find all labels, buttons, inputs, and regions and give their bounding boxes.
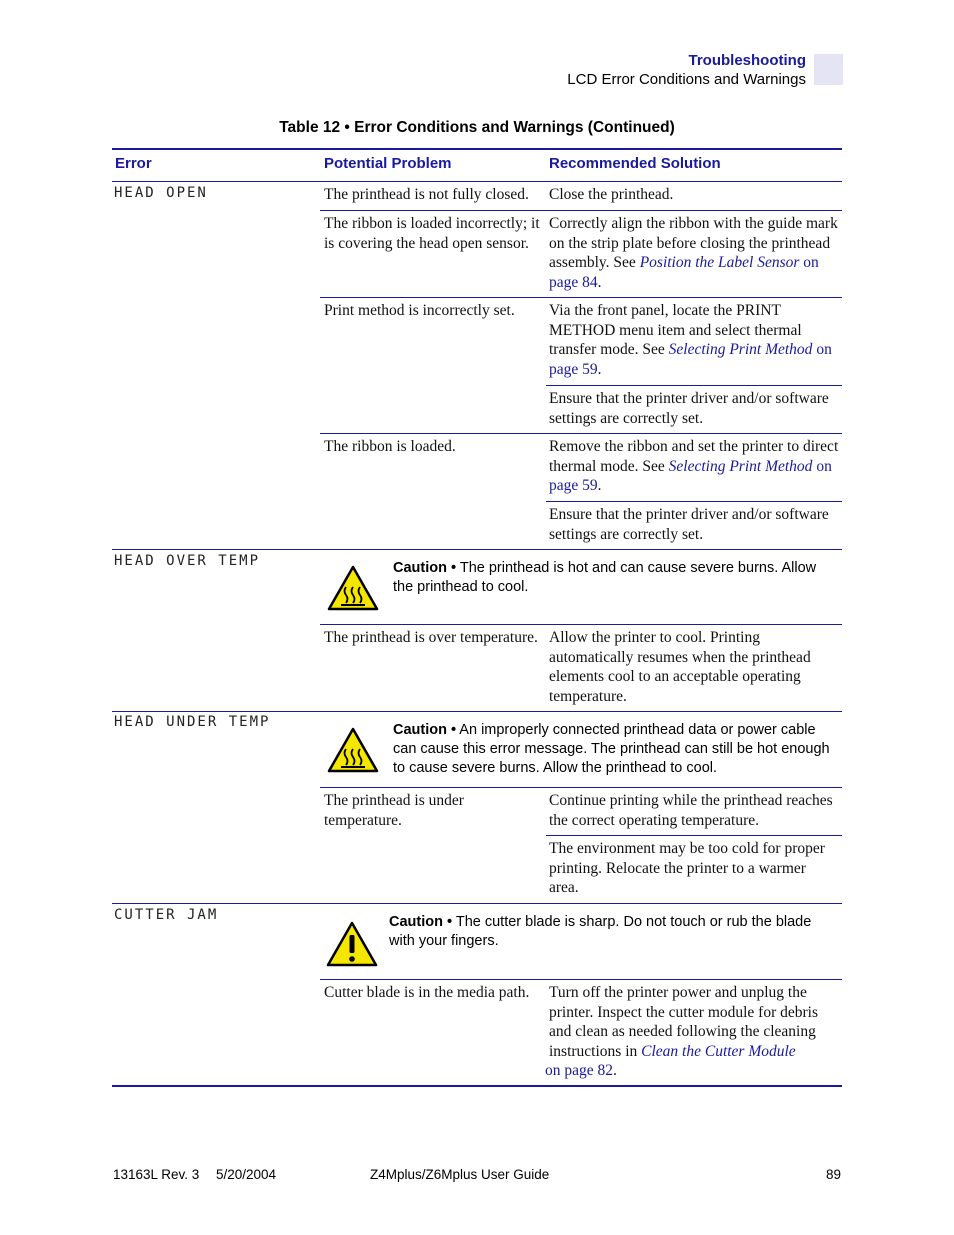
error-code-cutter-jam: CUTTER JAM [114,907,219,923]
error-code-head-under-temp: HEAD UNDER TEMP [114,714,271,730]
solution-text: Via the front panel, locate the PRINT METHOD menu item and select thermal transfer mode. See [549,302,802,358]
problem-cell: The printhead is over temperature. [324,629,538,646]
link-selecting-print-method[interactable]: Selecting Print Method [668,341,813,358]
table-top-rule [112,148,842,150]
row-divider [546,501,842,502]
caution-label: Caution • [393,560,457,576]
solution-cell: Remove the ribbon and set the printer to direct thermal mode. See Selecting Print Method on page 59. [549,438,839,494]
caution-note [393,721,833,778]
error-code-head-over-temp: HEAD OVER TEMP [114,553,261,569]
footer-doc-id: 13163L Rev. 3 [113,1167,200,1182]
row-divider [320,979,842,980]
footer-page-number: 89 [826,1167,842,1182]
footer-date: 5/20/2004 [216,1167,277,1182]
footer-guide-title: Z4Mplus/Z6Mplus User Guide [370,1167,550,1182]
row-divider [320,787,842,788]
link-position-label-sensor[interactable]: Position the Label Sensor [639,254,800,271]
caution-label: Caution • [389,914,453,930]
table-bottom-rule [112,1085,842,1087]
caution-label: Caution • [393,722,457,738]
exclamation-warning-icon [326,921,378,973]
solution-cell: Close the printhead. [549,186,674,203]
link-page-82[interactable]: on page 82 [545,1062,614,1079]
caution-text: The printhead is hot and can cause severe burns. Allow the printhead to cool. [393,560,817,595]
solution-text: Remove the ribbon and set the printer to direct thermal mode. See [549,438,839,475]
problem-cell: The printhead is under temperature. [324,792,464,829]
solution-cell: Turn off the printer power and unplug the printer. Inspect the cutter module for debris and clean as needed following the cleaning instructions in Clean the Cutter Module on page 82. [545,984,819,1079]
problem-cell: The ribbon is loaded. [324,438,456,455]
solution-cell: Via the front panel, locate the PRINT METHOD menu item and select thermal transfer mode. See Selecting Print Method on page 59. [549,302,832,378]
hot-surface-warning-icon [327,727,379,779]
link-selecting-print-method[interactable]: Selecting Print Method [668,457,813,475]
subsection-title: LCD Error Conditions and Warnings [567,71,806,88]
caution-note [389,913,839,951]
hot-surface-warning-icon [327,565,379,617]
link-page-59[interactable]: on page 59 [549,341,832,378]
caution-note [393,559,833,597]
solution-cell: Correctly align the ribbon with the guide mark on the strip plate before closing the printhead assembly. See Position the Label Sensor on page 84. [549,215,838,291]
solution-text: Correctly align the ribbon with the guide mark on the strip plate before closing the printhead assembly. See [549,215,838,271]
error-group-divider [112,903,842,904]
column-header-problem: Potential Problem [324,155,452,172]
problem-cell: Cutter blade is in the media path. [324,984,530,1001]
solution-cell: The environment may be too cold for proper printing. Relocate the printer to a warmer area. [549,840,825,896]
link-clean-the-cutter-module[interactable]: Clean the Cutter Module [641,1042,796,1060]
row-divider [546,385,842,386]
link-page-84[interactable]: on page 84 [549,254,819,291]
solution-text: Turn off the printer power and unplug the printer. Inspect the cutter module for debris and clean as needed following the cleaning instructions in [549,984,819,1060]
error-group-divider [112,549,842,550]
row-divider [320,297,842,298]
row-divider [546,835,842,836]
table-caption: Table 12 • Error Conditions and Warnings (Continued) [279,119,675,136]
error-code-head-open: HEAD OPEN [114,185,208,201]
row-divider [320,624,842,625]
error-group-divider [112,711,842,712]
row-divider [320,433,842,434]
table-header-rule [112,181,842,182]
column-header-solution: Recommended Solution [549,155,721,172]
header-tab-marker [814,54,843,85]
solution-cell: Continue printing while the printhead reaches the correct operating temperature. [549,792,833,829]
row-divider [320,210,842,211]
caution-text: The cutter blade is sharp. Do not touch or rub the blade with your fingers. [389,914,812,949]
solution-cell: Ensure that the printer driver and/or software settings are correctly set. [549,390,829,427]
section-title: Troubleshooting [688,52,806,69]
problem-cell: The ribbon is loaded incorrectly; it is covering the head open sensor. [324,215,540,252]
solution-cell: Allow the printer to cool. Printing automatically resumes when the printhead elements cool to an acceptable operating temperature. [549,629,811,705]
column-header-error: Error [115,155,152,172]
link-page-59[interactable]: on page 59 [549,457,832,494]
problem-cell: The printhead is not fully closed. [324,186,529,203]
solution-cell: Ensure that the printer driver and/or software settings are correctly set. [549,506,829,543]
problem-cell: Print method is incorrectly set. [324,302,515,319]
caution-text: An improperly connected printhead data or power cable can cause this error message. The printhead can still be hot enough to cause severe burns. Allow the printhead to cool. [393,722,830,776]
